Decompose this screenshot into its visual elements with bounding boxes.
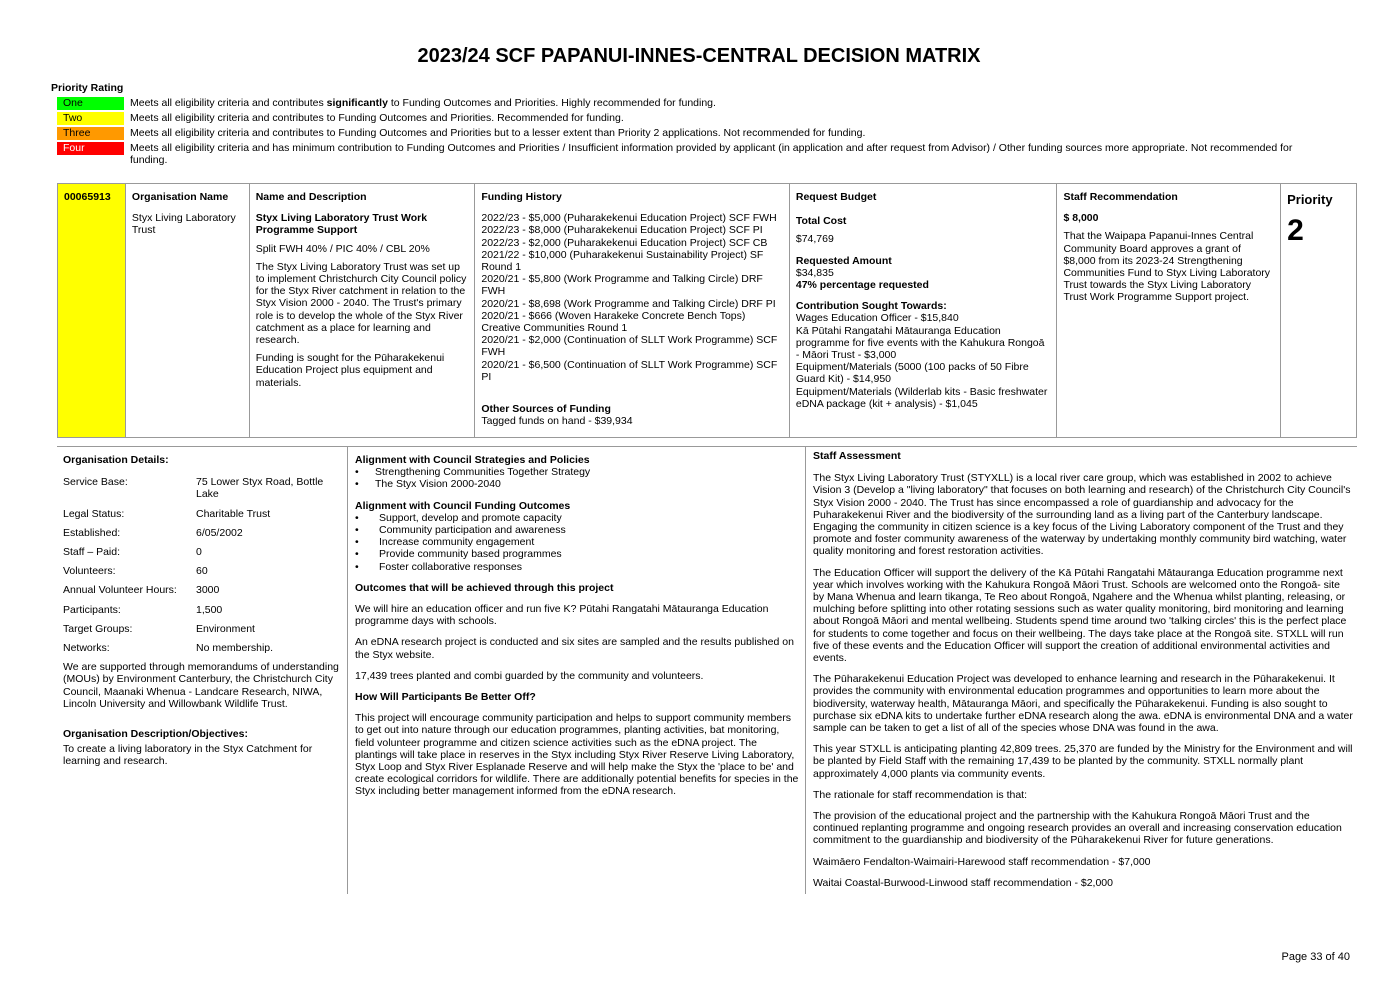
- detail-value: 60: [196, 565, 208, 578]
- outcome-paragraph: 17,439 trees planted and combi guarded by the community and volunteers.: [355, 669, 704, 682]
- priority-row-one: [57, 97, 1317, 110]
- history-item: 2020/21 - $666 (Woven Harakeke Concrete Bench Tops) Creative Communities Round 1: [481, 309, 746, 335]
- priority-desc-two: Meets all eligibility criteria and contributes to Funding Outcomes and Priorities. Recommended for funding.: [130, 112, 624, 124]
- funding-split: Split FWH 40% / PIC 40% / CBL 20%: [255, 242, 430, 255]
- priority-desc-three: Meets all eligibility criteria and contributes to Funding Outcomes and Priorities but to a lesser extent than Priority 2 applications. Not recommended for funding.: [130, 127, 866, 139]
- priority-row-two: [57, 112, 1317, 125]
- list-item: • Support, develop and promote capacity: [355, 512, 801, 524]
- project-title: Styx Living Laboratory Trust Work Programme Support: [255, 212, 428, 237]
- list-item: • Foster collaborative responses: [355, 561, 801, 573]
- total-cost-value: $74,769: [795, 233, 834, 246]
- page-number: Page 33 of 40: [1281, 951, 1350, 963]
- outcome-paragraph: We will hire an education officer and run five K? Pūtahi Rangatahi Mātauranga Education programme days with schools.: [355, 603, 769, 628]
- detail-label: Volunteers:: [63, 565, 116, 578]
- assessment-paragraph: The provision of the educational project and the partnership with the Kahukura Rongoā Māori Trust and the continued replanting programme and ongoing research provides an overall and increasing conservation education commitment to the guardianship and biodiversity of the Pūharakekenui River for future generations.: [813, 810, 1342, 847]
- priority-rating-legend: [57, 97, 1317, 168]
- application-id: 00065913: [64, 191, 111, 203]
- priority-cell: [1281, 184, 1356, 437]
- funding-outcomes-heading: Alignment with Council Funding Outcomes: [355, 499, 571, 512]
- detail-label: Networks:: [63, 642, 110, 655]
- organisation-cell: [126, 184, 250, 437]
- page-title: 2023/24 SCF PAPANUI-INNES-CENTRAL DECISION MATRIX: [417, 45, 981, 67]
- detail-row: [63, 604, 343, 616]
- funding-history-header: Funding History: [481, 191, 562, 203]
- history-item: 2022/23 - $2,000 (Puharakekenui Education Project) SCF CB: [481, 236, 768, 249]
- detail-label: Legal Status:: [63, 507, 125, 520]
- column-divider: [347, 446, 348, 894]
- history-item: 2020/21 - $8,698 (Work Programme and Talking Circle) DRF PI: [481, 297, 776, 310]
- assessment-section: [57, 446, 1357, 894]
- funding-sought: Funding is sought for the Pūharakekenui Education Project plus equipment and materials.: [255, 352, 445, 389]
- detail-label: Service Base:: [63, 476, 128, 489]
- requested-amount-label: Requested Amount: [795, 254, 892, 267]
- detail-value: 6/05/2002: [196, 526, 243, 539]
- better-off-heading: How Will Participants Be Better Off?: [355, 691, 536, 704]
- priority-desc-one: Meets all eligibility criteria and contributes significantly to Funding Outcomes and Priorities. Highly recommended for funding.: [130, 97, 716, 109]
- requested-amount-value: $34,835: [795, 266, 834, 279]
- request-budget-cell: [790, 184, 1058, 437]
- detail-label: Target Groups:: [63, 622, 133, 635]
- request-budget-header: Request Budget: [795, 191, 877, 203]
- history-item: 2022/23 - $5,000 (Puharakekenui Education Project) SCF FWH: [481, 212, 777, 225]
- strategies-heading: Alignment with Council Strategies and Policies: [355, 454, 590, 466]
- section-divider: [57, 446, 1357, 447]
- detail-row: [63, 527, 343, 539]
- history-item: 2020/21 - $2,000 (Continuation of SLLT Work Programme) SCF FWH: [481, 334, 778, 359]
- assessment-paragraph: The Pūharakekenui Education Project was developed to enhance learning and research in the Pūharakekenui. It provides the community with environmental education programmes and opportunities to learn more about the biodiversity, waterway health, Mātauranga Māori, and specifically the Pūharakekenui. Funding is also sought to purchase six eDNA kits to undertake further eDNA research along the awa. eDNA is environmental DNA and a water sample can be taken to get a list of all of the species whose DNA was found in the awa.: [813, 673, 1353, 735]
- list-item: • Strengthening Communities Together Strategy: [355, 466, 801, 478]
- assessment-paragraph: The Styx Living Laboratory Trust (STYXLL) is a local river care group, which was established in 2002 to achieve Vision 3 (Develop a "living laboratory" that focuses on both learning and research) of the Christchurch City Council's Styx Vision 2000 - 2040. The Trust has since encompassed a role of guardianship and advocacy for the Puharakekenui River and the biodiversity of the surrounding land as a living part of the Canterbury landscape. Engaging the community in citizen science is a key focus of the Living Laboratory component of the Trust and they promote and foster community awareness of the waterway by undertaking monthly community bird watching, water quality monitoring and forest restoration activities.: [813, 472, 1351, 558]
- detail-label: Participants:: [63, 603, 121, 616]
- history-item: 2022/23 - $8,000 (Puharakekenui Education Project) SCF PI: [481, 224, 763, 237]
- detail-row: [63, 546, 343, 558]
- priority-swatch-two: Two: [57, 112, 124, 125]
- other-sources-header: Other Sources of Funding: [481, 403, 611, 416]
- detail-row: [63, 565, 343, 577]
- objectives-text: To create a living laboratory in the Styx Catchment for learning and research.: [63, 743, 313, 768]
- detail-value: Charitable Trust: [196, 507, 271, 520]
- alignment-panel: [355, 454, 801, 798]
- name-description-cell: [250, 184, 476, 437]
- staff-assessment-panel: [813, 450, 1353, 898]
- priority-swatch-one: One: [57, 97, 124, 110]
- history-item: 2021/22 - $10,000 (Puharakekenui Sustainability Project) SF Round 1: [481, 248, 764, 274]
- detail-value: Environment: [196, 622, 255, 635]
- detail-row: [63, 508, 343, 520]
- detail-value: No membership.: [196, 642, 274, 655]
- detail-value: 1,500: [196, 603, 223, 616]
- priority-swatch-three: Three: [57, 127, 124, 140]
- detail-row: [63, 584, 343, 596]
- contribution-item: Equipment/Materials (Wilderlab kits - Basic freshwater eDNA package (kit + analysis) - $1,045: [795, 385, 1048, 410]
- outcome-paragraph: An eDNA research project is conducted and six sites are sampled and the results published on the Styx website.: [355, 636, 794, 661]
- board-recommendation: Waitai Coastal-Burwood-Linwood staff recommendation - $2,000: [813, 876, 1113, 889]
- priority-header: Priority: [1287, 192, 1333, 207]
- priority-rating-heading: Priority Rating: [51, 82, 124, 94]
- assessment-paragraph: This year STXLL is anticipating planting 42,809 trees. 25,370 are funded by the Ministry for the Environment and will be planted by Field Staff with the remaining 17,439 to be planted by the community. STXLL normally plant approximately 4,000 plants via community events.: [813, 743, 1353, 780]
- total-cost-label: Total Cost: [795, 215, 847, 228]
- staff-recommendation-text: That the Waipapa Papanui-Innes Central Community Board approves a grant of $8,000 from its 2023-24 Strengthening Communities Fund to Styx Living Laboratory Trust towards the Styx Living Laboratory Trust Work Programme Support project.: [1063, 230, 1271, 304]
- list-item: • Community participation and awareness: [355, 524, 801, 536]
- column-divider: [805, 446, 806, 894]
- detail-label: Established:: [63, 526, 121, 539]
- assessment-paragraph: The Education Officer will support the delivery of the Kā Pūtahi Rangatahi Mātauranga Education programme next year which involves working with the Kahukura Rongoā Māori Trust. Schools are welcomed onto the Rongoā- site by Mana Whenua and learn tikanga, Te Reo about Rongoā, Ngahere and the Whenua whilst planting, releasing, or mulching before splitting into other rotating sessions such as water quality monitoring, bird monitoring and learning about Rongoā Māori and mental wellbeing. Students spend time around two 'talking circles' this is the perfect place for students to come together and focus on their wellbeing. The days take place at the Rongoā site. STXLL will run five of these events and the Education Officer will support the creation of additional environmental activities and events.: [813, 566, 1347, 665]
- application-summary-table: [57, 183, 1357, 438]
- history-item: 2020/21 - $6,500 (Continuation of SLLT Work Programme) SCF PI: [481, 358, 778, 383]
- detail-row: [63, 642, 343, 654]
- staff-recommendation-amount: $ 8,000: [1063, 212, 1099, 225]
- other-sources-value: Tagged funds on hand - $39,934: [481, 415, 633, 428]
- priority-row-three: [57, 127, 1317, 140]
- detail-row: [63, 623, 343, 635]
- contribution-item: Kā Pūtahi Rangatahi Mātauranga Education programme for five events with the Kahukura Rongoā - Māori Trust - $3,000: [795, 324, 1045, 362]
- priority-row-four: [57, 142, 1317, 166]
- organisation-details-panel: [63, 454, 343, 768]
- funding-outcomes-list: [355, 512, 801, 573]
- detail-value: 3000: [196, 584, 220, 597]
- priority-value: 2: [1287, 214, 1304, 247]
- list-item: • The Styx Vision 2000-2040: [355, 478, 801, 490]
- organisation-details-heading: Organisation Details:: [63, 454, 169, 466]
- staff-recommendation-cell: [1057, 184, 1281, 437]
- board-recommendation: Waimāero Fendalton-Waimairi-Harewood staff recommendation - $7,000: [813, 855, 1151, 868]
- strategies-list: [355, 466, 801, 490]
- better-off-text: This project will encourage community participation and helps to support community members to get out into nature through our education programmes, planting activities, bat monitoring, field volunteer programme and citizen science activities such as the eDNA project. The plantings will take place in reserves in the Styx including Styx River Reserve Living Laboratory, Styx Loop and Styx River Esplanade Reserve and will help make the Styx the 'place to be' and create ecological corridors for wildlife. There are additionally potential benefits for species in the Styx including better management informed from the eDNA research.: [355, 712, 799, 798]
- organisation-header: Organisation Name: [131, 191, 229, 203]
- assessment-paragraph: The rationale for staff recommendation is that:: [813, 788, 1027, 801]
- objectives-heading: Organisation Description/Objectives:: [63, 728, 248, 741]
- priority-swatch-four: Four: [57, 142, 124, 155]
- organisation-name: Styx Living Laboratory Trust: [131, 212, 236, 237]
- detail-row: [63, 476, 343, 500]
- contribution-label: Contribution Sought Towards:: [795, 300, 947, 313]
- project-description: The Styx Living Laboratory Trust was set up to implement Christchurch City Council policy for the Styx River catchment in relation to the Styx Vision 2000 - 2040. The Trust's primary role is to develop the whole of the Styx River catchment as a place for learning and research.: [255, 260, 467, 347]
- staff-recommendation-header: Staff Recommendation: [1063, 191, 1178, 203]
- contribution-item: Wages Education Officer - $15,840: [795, 312, 959, 325]
- outcomes-achieved-heading: Outcomes that will be achieved through this project: [355, 581, 614, 594]
- list-item: • Increase community engagement: [355, 536, 801, 548]
- detail-value: 75 Lower Styx Road, Bottle Lake: [196, 476, 324, 501]
- list-item: • Provide community based programmes: [355, 548, 801, 560]
- funding-history-list: [481, 212, 783, 383]
- name-description-header: Name and Description: [255, 191, 367, 203]
- funding-history-cell: [475, 184, 790, 437]
- contribution-item: Equipment/Materials (5000 (100 packs of 50 Fibre Guard Kit) - $14,950: [795, 361, 1029, 386]
- detail-label: Staff – Paid:: [63, 546, 121, 559]
- history-item: 2020/21 - $5,800 (Work Programme and Talking Circle) DRF FWH: [481, 273, 763, 298]
- priority-desc-four: Meets all eligibility criteria and has minimum contribution to Funding Outcomes and Priorities / Insufficient information provided by applicant (in application and after request from Advisor) / Other funding sources more appropriate. Not recommended for funding.: [130, 142, 1293, 167]
- application-id-cell: [58, 184, 126, 437]
- percentage-requested: 47% percentage requested: [795, 279, 929, 292]
- detail-value: 0: [196, 546, 202, 559]
- mou-text: We are supported through memorandums of understanding (MOUs) by Environment Canterbury, the Christchurch City Council, Maanaki Whenua - Landcare Research, NIWA, Lincoln University and Willowbank Wildlife Trust.: [63, 661, 339, 710]
- detail-label: Annual Volunteer Hours:: [63, 584, 177, 597]
- staff-assessment-heading: Staff Assessment: [813, 450, 901, 462]
